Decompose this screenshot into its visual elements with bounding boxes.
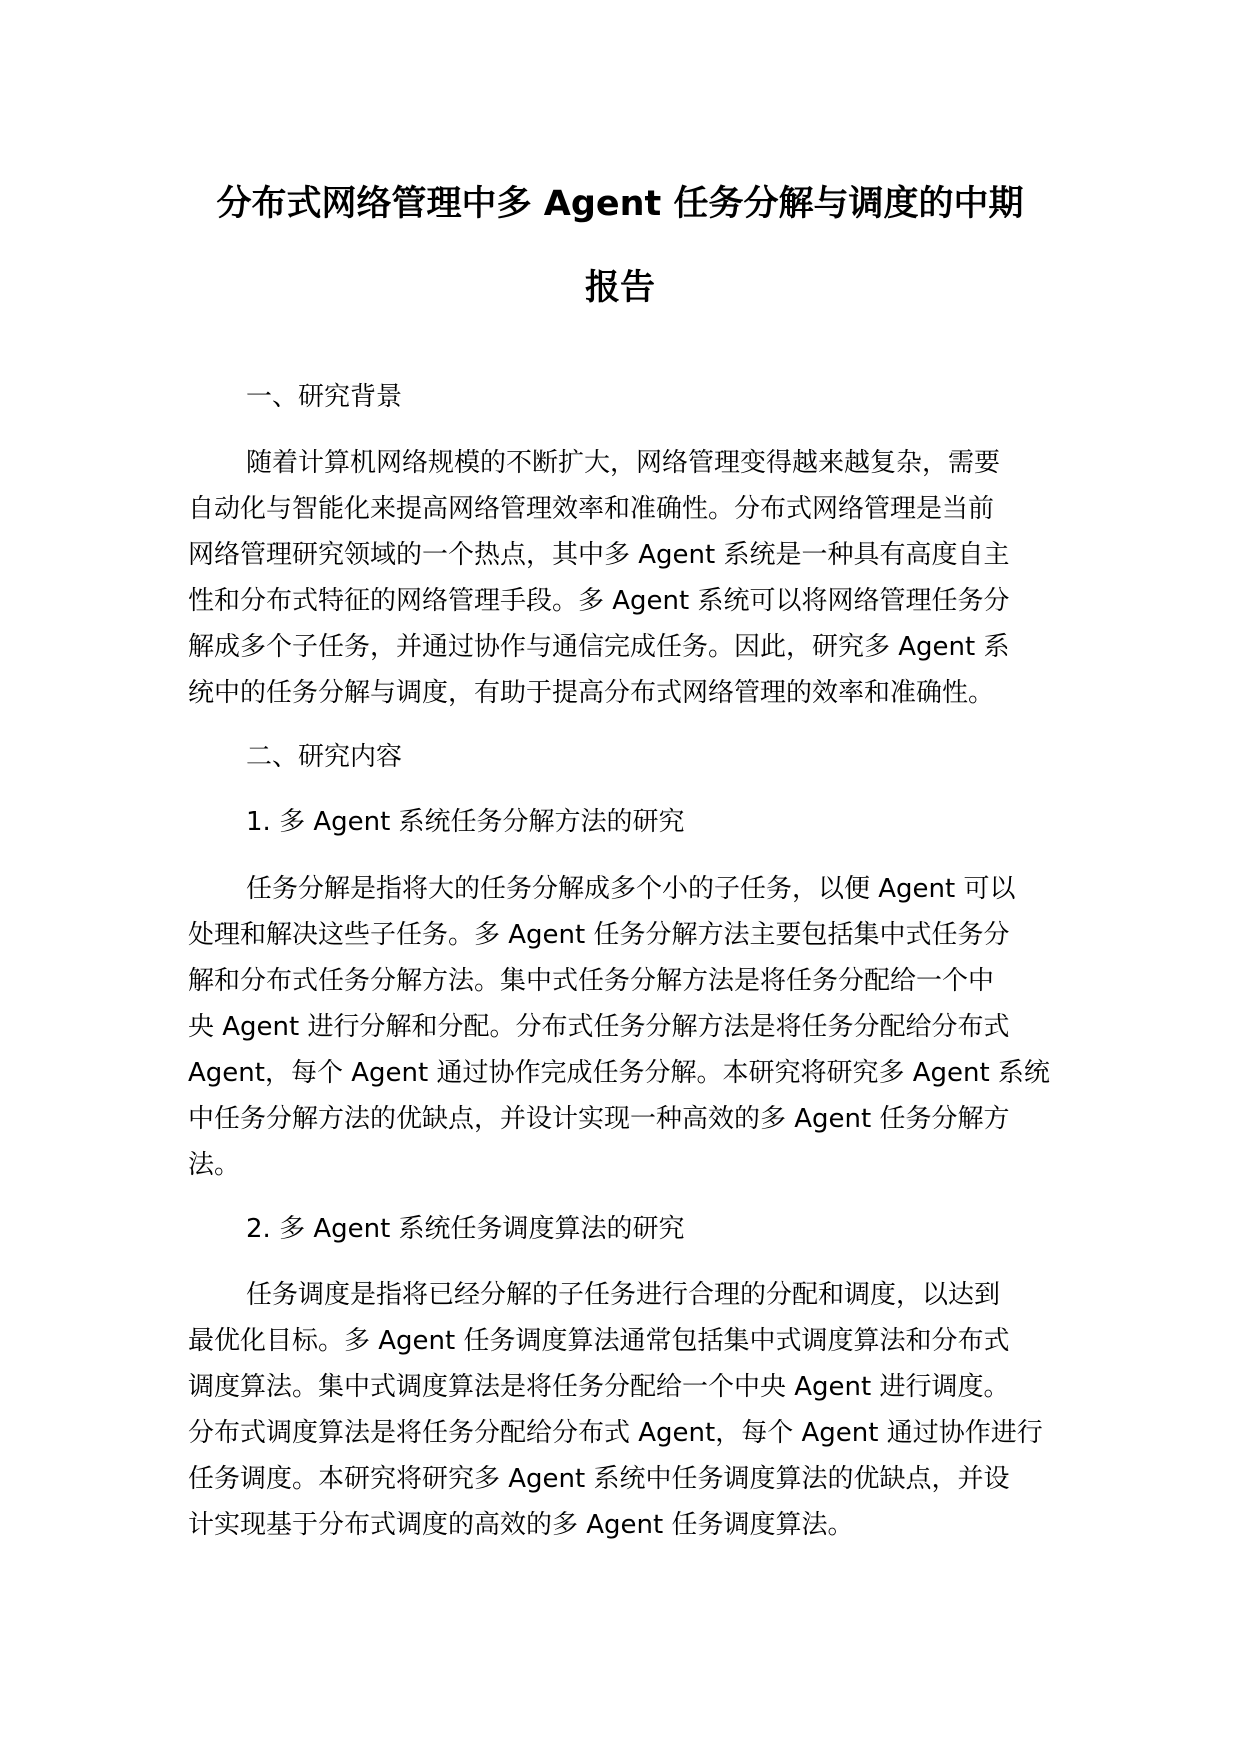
paragraph-line: 性和分布式特征的网络管理手段。多 Agent 系统可以将网络管理任务分 [188, 586, 1010, 616]
section-heading-background: 一、研究背景 [246, 382, 403, 412]
paragraph-line: 随着计算机网络规模的不断扩大，网络管理变得越来越复杂，需要 [246, 448, 1001, 478]
subsection-heading-decomposition: 1. 多 Agent 系统任务分解方法的研究 [246, 807, 685, 837]
paragraph-line: 任务调度是指将已经分解的子任务进行合理的分配和调度，以达到 [246, 1280, 1001, 1310]
paragraph-line: 统中的任务分解与调度，有助于提高分布式网络管理的效率和准确性。 [188, 678, 995, 708]
section-heading-content: 二、研究内容 [246, 742, 403, 772]
paragraph-line: 央 Agent 进行分解和分配。分布式任务分解方法是将任务分配给分布式 [188, 1012, 1010, 1042]
paragraph-line: 计实现基于分布式调度的高效的多 Agent 任务调度算法。 [188, 1510, 854, 1540]
paragraph-line: 最优化目标。多 Agent 任务调度算法通常包括集中式调度算法和分布式 [188, 1326, 1010, 1356]
paragraph-line: Agent，每个 Agent 通过协作完成任务分解。本研究将研究多 Agent 系统 [188, 1058, 1050, 1088]
paragraph-line: 自动化与智能化来提高网络管理效率和准确性。分布式网络管理是当前 [188, 494, 995, 524]
paragraph-line: 调度算法。集中式调度算法是将任务分配给一个中央 Agent 进行调度。 [188, 1372, 1010, 1402]
paragraph-line: 解和分布式任务分解方法。集中式任务分解方法是将任务分配给一个中 [188, 966, 995, 996]
paragraph-line: 任务分解是指将大的任务分解成多个小的子任务，以便 Agent 可以 [246, 874, 1016, 904]
document-title-line-1: 分布式网络管理中多 Agent 任务分解与调度的中期 [216, 184, 1024, 224]
paragraph-line: 解成多个子任务，并通过协作与通信完成任务。因此，研究多 Agent 系 [188, 632, 1010, 662]
paragraph-line: 网络管理研究领域的一个热点，其中多 Agent 系统是一种具有高度自主 [188, 540, 1010, 570]
document-title-line-2: 报告 [584, 268, 655, 308]
paragraph-line: 处理和解决这些子任务。多 Agent 任务分解方法主要包括集中式任务分 [188, 920, 1010, 950]
paragraph-line: 法。 [188, 1150, 241, 1180]
paragraph-line: 任务调度。本研究将研究多 Agent 系统中任务调度算法的优缺点，并设 [188, 1464, 1010, 1494]
subsection-heading-scheduling: 2. 多 Agent 系统任务调度算法的研究 [246, 1214, 685, 1244]
paragraph-line: 分布式调度算法是将任务分配给分布式 Agent，每个 Agent 通过协作进行 [188, 1418, 1043, 1448]
paragraph-line: 中任务分解方法的优缺点，并设计实现一种高效的多 Agent 任务分解方 [188, 1104, 1010, 1134]
